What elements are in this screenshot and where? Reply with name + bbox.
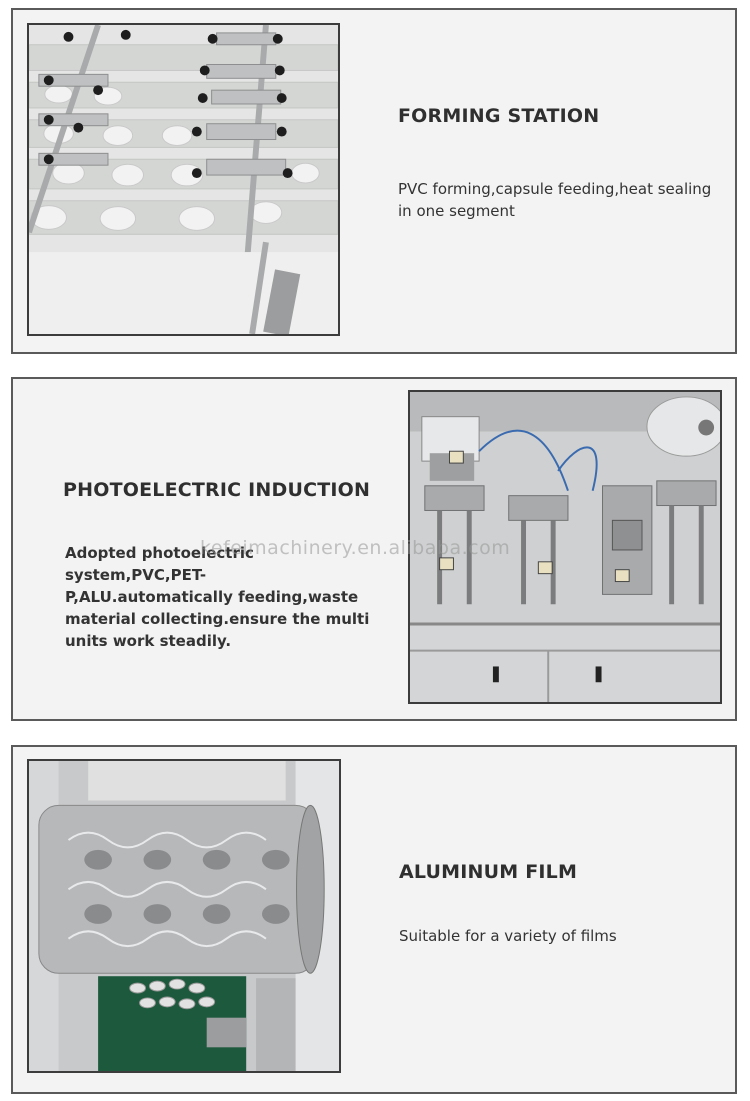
forming-station-photo bbox=[27, 23, 340, 336]
photoelectric-induction-photo bbox=[408, 390, 722, 704]
section-title: ALUMINUM FILM bbox=[399, 861, 578, 883]
section-description: Adopted photoelectric system,PVC,PET-P,ALU.automatically feeding,waste material collecting.ensure the multi units work steadily. bbox=[65, 544, 370, 650]
section-forming-station bbox=[11, 8, 737, 354]
section-aluminum-film bbox=[11, 745, 737, 1094]
section-title: PHOTOELECTRIC INDUCTION bbox=[63, 479, 371, 501]
aluminum-film-photo bbox=[27, 759, 341, 1073]
section-title: FORMING STATION bbox=[398, 105, 600, 127]
watermark: kefeimachinery.en.alibaba.com bbox=[200, 537, 511, 559]
section-description: PVC forming,capsule feeding,heat sealing in one segment bbox=[398, 180, 712, 220]
section-photoelectric-induction bbox=[11, 377, 737, 721]
section-description: Suitable for a variety of films bbox=[399, 927, 617, 945]
